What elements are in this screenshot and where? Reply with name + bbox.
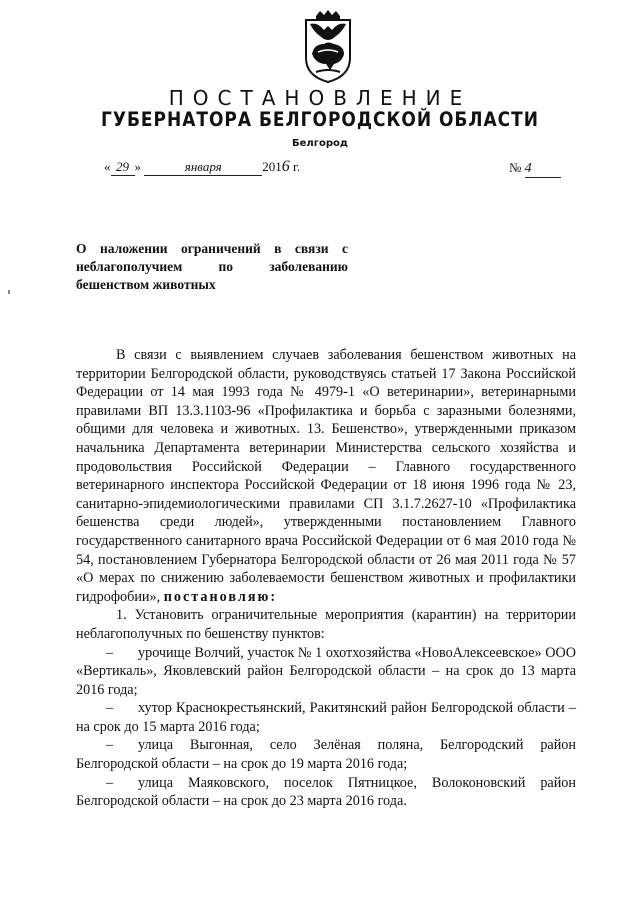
list-item [76,774,576,811]
scan-mark [8,290,10,294]
decree-word: постановляю: [163,588,278,605]
number-label: № [509,160,522,175]
date-year-prefix: 201 [262,159,282,174]
date-year-suffix: 6 [281,158,290,175]
date-open-quote: « [104,159,111,174]
date-close-quote: » [134,159,141,174]
belgorod-coat-of-arms-icon [298,10,358,84]
list-item-text: улица Маяковского, поселок Пятницкое, Волоконовский район Белгородской области – на срок до 23 марта 2016 года. [76,774,576,810]
document-subtitle: ГУБЕРНАТОРА БЕЛГОРОДСКОЙ ОБЛАСТИ [101,108,539,132]
list-dash: – [106,774,114,791]
list-item-text: хутор Краснокрестьянский, Ракитянский район Белгородской области – на срок до 15 марта 2016 года; [76,700,576,735]
subject-line-1: О наложении ограничений в связи с [76,241,348,256]
city-name: Белгород [292,138,348,149]
list-dash: – [106,700,114,717]
list-item [76,736,576,773]
document-date [104,158,300,176]
preamble-paragraph [76,346,576,606]
list-dash: – [106,737,114,754]
number-value: 4 [525,161,561,178]
document-title: ПОСТАНОВЛЕНИЕ [168,86,472,110]
list-item-text: улица Выгонная, село Зелёная поляна, Белгородский район Белгородской области – на срок до 19 марта 2016 года; [76,737,576,773]
list-dash: – [106,644,114,661]
list-item [76,644,576,700]
subject-line-2: неблагополучием по заболеванию [76,259,348,274]
date-day: 29 [111,159,135,176]
list-item-text: урочище Волчий, участок № 1 охотхозяйства «НовоАлексеевское» ООО «Вертикаль», Яковлевский район Белгородской области – на срок до 13 марта 2016 года; [76,644,576,698]
date-year-abbr: г. [293,159,301,174]
document-subject [76,240,348,294]
list-item [76,699,576,736]
document-number [509,160,561,178]
subject-line-3: бешенством животных [76,277,216,292]
preamble-text: В связи с выявлением случаев заболевания бешенством животных на территории Белгородской области, руководствуясь статьей 17 Закона Российской Федерации от 14 мая 1993 года № 4979-1 «О ветеринарии», ветеринарными правилами ВП 13.3.1103-96 «Профилактика и борьба с заразными болезнями, общими для человека и животных. 13. Бешенство», утвержденными приказом начальника Департамента ветеринарии Министерства сельского хозяйства и продовольствия Российской Федерации – Главного государственного ветеринарного инспектора Российской Федерации от 18 июня 1996 года № 23, санитарно-эпидемиологическими правилами СП 3.1.7.2627-10 «Профилактика бешенства среди людей», утвержденными постановлением Главного государственного санитарного врача Российской Федерации от 6 мая 2010 года № 54, постановлением Губернатора Белгородской области от 26 мая 2011 года № 57 «О мерах по снижению заболеваемости бешенством животных и профилактики гидрофобии», [76,347,576,605]
document-body [76,346,576,811]
point-1-paragraph: 1. Установить ограничительные мероприятия (карантин) на территории неблагополучных по бешенству пунктов: [76,607,576,642]
date-month: января [144,159,262,176]
